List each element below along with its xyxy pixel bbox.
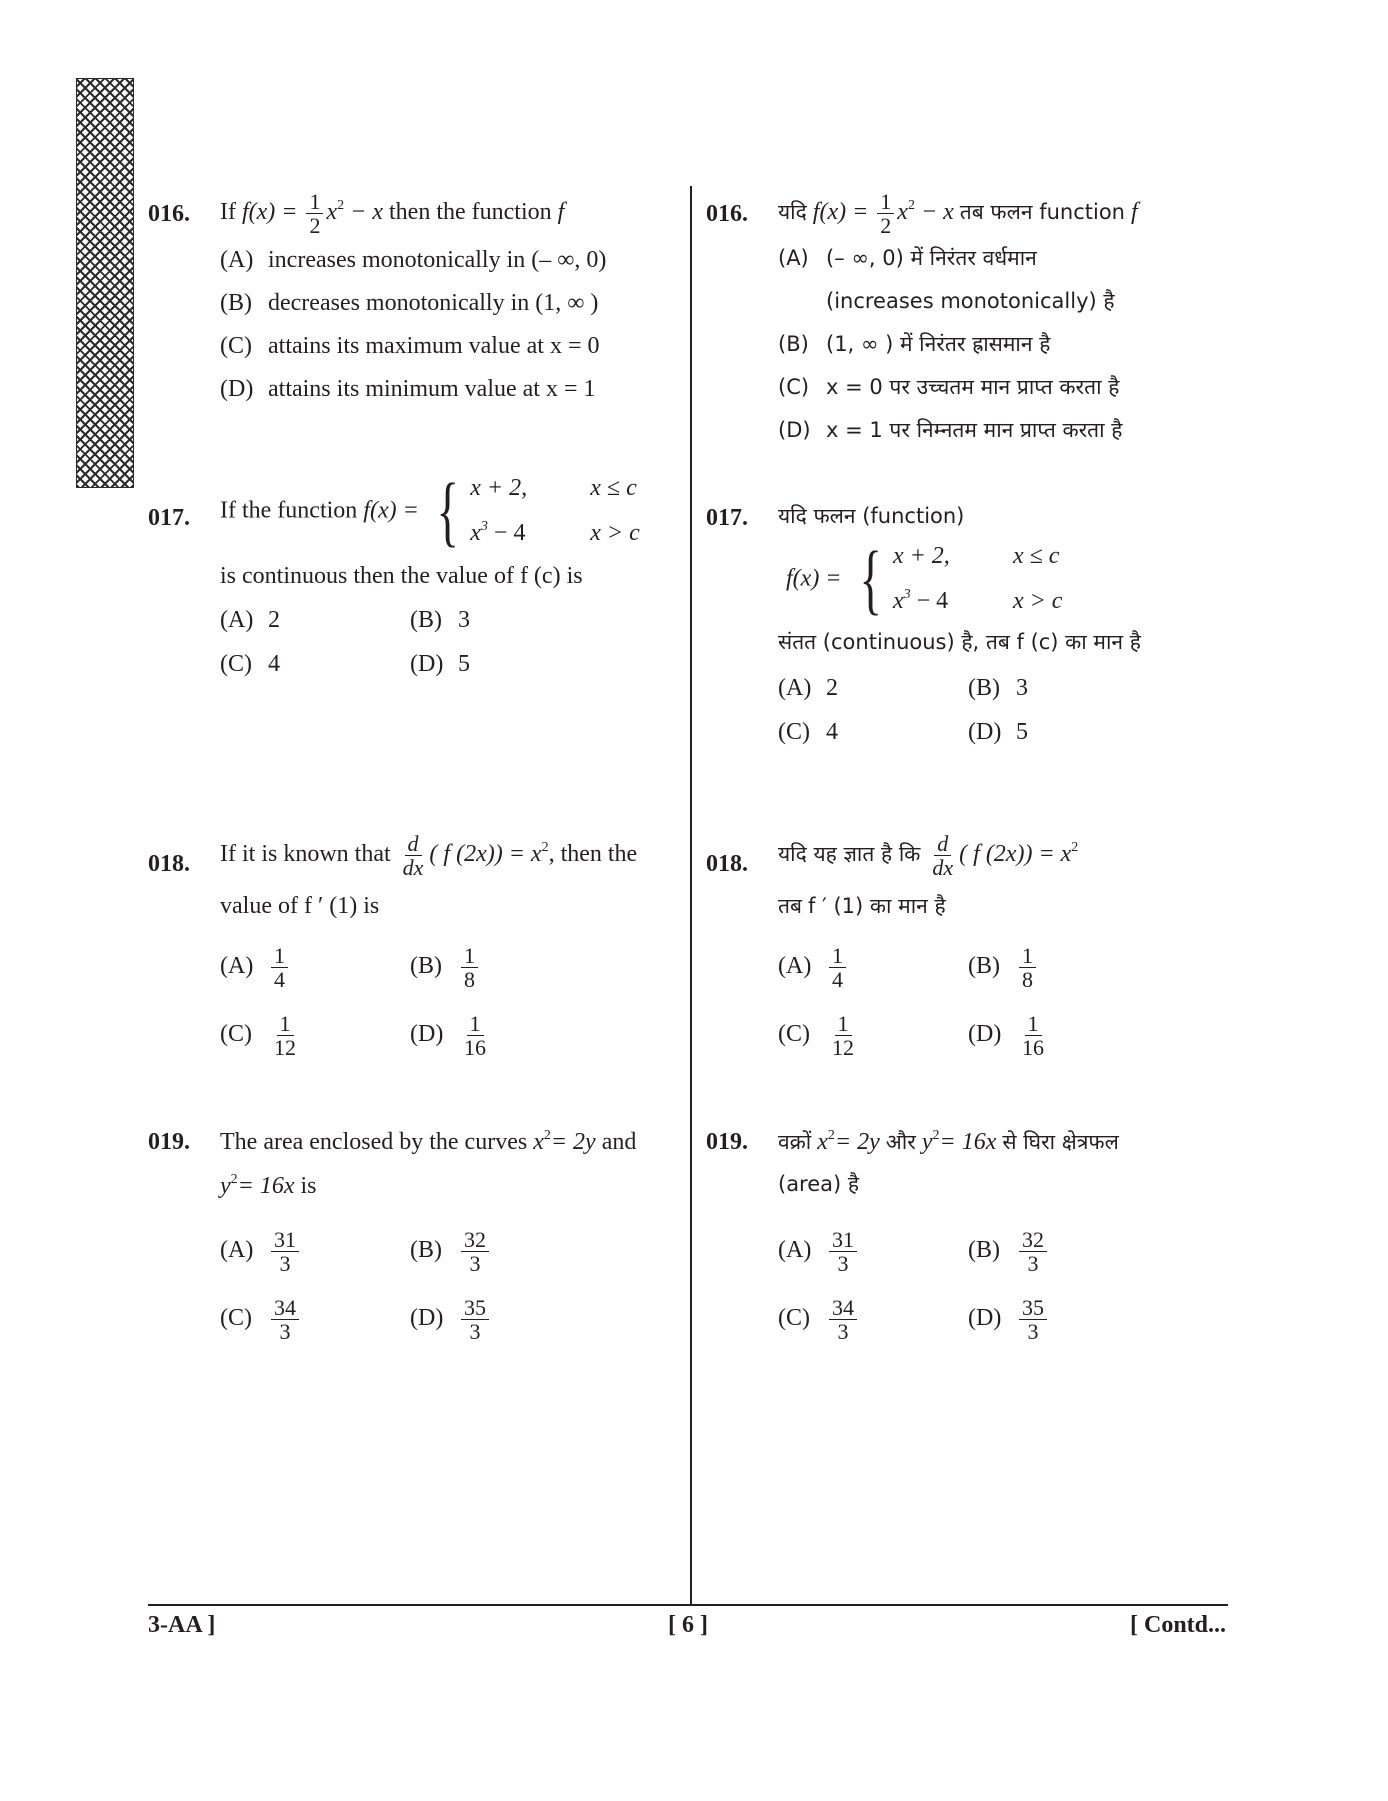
question-stem: यदि f(x) = $\frac{1}{2}$ $x^2 - x$ तब फलन function f — [778, 189, 1138, 239]
footer-booklet-code: 3-AA ] — [148, 1612, 216, 1638]
question-stem-continued: संतत (continuous) है, तब f (c) का मान है — [778, 630, 1141, 654]
option-a[interactable]: (A) (– ∞, 0) में निरंतर वर्धमान — [778, 246, 1037, 270]
footer-rule — [148, 1604, 1228, 1606]
option-a[interactable]: (A) $\frac{31}{3}$ — [220, 1228, 302, 1275]
question-stem: वक्रों $x^2= 2y$ और $y^2= 16x$ से घिरा क्षेत्रफल — [778, 1128, 1119, 1155]
option-d[interactable]: (D) 5 — [410, 651, 470, 677]
piecewise-function: f(x) = { x + 2, x ≤ c $x^3 - 4$ x > c — [786, 535, 1063, 623]
question-stem-continued: तब f ′ (1) का मान है — [778, 894, 946, 918]
question-number: 016. — [148, 201, 190, 227]
option-c[interactable]: (C) x = 0 पर उच्चतम मान प्राप्त करता है — [778, 375, 1120, 399]
option-c[interactable]: (C) $\frac{34}{3}$ — [220, 1296, 302, 1343]
option-d[interactable]: (D) attains its minimum value at x = 1 — [220, 376, 596, 402]
footer-page-number: [ 6 ] — [668, 1612, 708, 1638]
option-a[interactable]: (A) $\frac{1}{4}$ — [778, 944, 849, 991]
fraction: $\frac{1}{2}$ — [306, 190, 323, 237]
option-d[interactable]: (D) $\frac{1}{16}$ — [410, 1011, 486, 1061]
option-b[interactable]: (B) 3 — [410, 607, 470, 633]
footer-continued: [ Contd... — [1130, 1612, 1227, 1638]
option-a[interactable]: (A) 2 — [778, 675, 838, 701]
option-a[interactable]: (A) $\frac{31}{3}$ — [778, 1228, 860, 1275]
option-b[interactable]: (B) 3 — [968, 675, 1028, 701]
option-c[interactable]: (C) attains its maximum value at x = 0 — [220, 333, 600, 359]
question-number: 017. — [706, 505, 748, 531]
option-a-continued: (increases monotonically) है — [826, 289, 1115, 313]
question-stem-continued: $y^2= 16x$ is — [220, 1172, 317, 1199]
option-c[interactable]: (C) $\frac{34}{3}$ — [778, 1296, 860, 1343]
question-number: 016. — [706, 201, 748, 227]
question-stem: यदि फलन (function) — [778, 504, 965, 528]
option-d[interactable]: (D) $\frac{35}{3}$ — [968, 1296, 1050, 1343]
option-b[interactable]: (B) $\frac{32}{3}$ — [968, 1228, 1050, 1275]
option-d[interactable]: (D) 5 — [968, 719, 1028, 745]
option-c[interactable]: (C) 4 — [220, 651, 280, 677]
question-stem: The area enclosed by the curves $x^2= 2y$ and — [220, 1128, 637, 1155]
option-a[interactable]: (A) increases monotonically in (– ∞, 0) — [220, 247, 607, 273]
option-c[interactable]: (C) 4 — [778, 719, 838, 745]
option-b[interactable]: (B) $\frac{32}{3}$ — [410, 1228, 492, 1275]
option-d[interactable]: (D) x = 1 पर निम्नतम मान प्राप्त करता है — [778, 418, 1123, 442]
column-divider — [690, 186, 692, 1606]
decorative-border-strip — [76, 78, 134, 488]
question-stem-continued: is continuous then the value of f (c) is — [220, 563, 583, 589]
question-stem-continued: value of f ′ (1) is — [220, 893, 380, 919]
option-a[interactable]: (A) 2 — [220, 607, 280, 633]
question-stem-continued: (area) है — [778, 1172, 860, 1196]
question-stem: If it is known that $\frac{d}{dx}$ ( f $(2x)) = x^2$, then the — [220, 831, 638, 881]
option-d[interactable]: (D) $\frac{1}{16}$ — [968, 1011, 1044, 1061]
option-b[interactable]: (B) (1, ∞ ) में निरंतर ह्रासमान है — [778, 332, 1051, 356]
option-b[interactable]: (B) decreases monotonically in (1, ∞ ) — [220, 290, 599, 316]
question-stem: यदि यह ज्ञात है कि $\frac{d}{dx}$ ( f $(2x)) = x^2$ — [778, 831, 1079, 881]
option-b[interactable]: (B) $\frac{1}{8}$ — [410, 944, 481, 991]
question-number: 019. — [148, 1129, 190, 1155]
option-d[interactable]: (D) $\frac{35}{3}$ — [410, 1296, 492, 1343]
question-stem: If f(x) = $\frac{1}{2}$ $x^2 - x$ then the function f — [220, 189, 565, 239]
question-number: 018. — [148, 851, 190, 877]
question-stem: If the function f(x) = { x + 2, x ≤ c $x^3 - 4$ x > c — [220, 470, 670, 552]
option-c[interactable]: (C) $\frac{1}{12}$ — [220, 1011, 296, 1061]
question-number: 018. — [706, 851, 748, 877]
option-a[interactable]: (A) $\frac{1}{4}$ — [220, 944, 291, 991]
question-number: 017. — [148, 505, 190, 531]
option-b[interactable]: (B) $\frac{1}{8}$ — [968, 944, 1039, 991]
question-number: 019. — [706, 1129, 748, 1155]
piecewise-function: { x + 2, x ≤ c $x^3 - 4$ x > c — [436, 467, 640, 555]
option-c[interactable]: (C) $\frac{1}{12}$ — [778, 1011, 854, 1061]
